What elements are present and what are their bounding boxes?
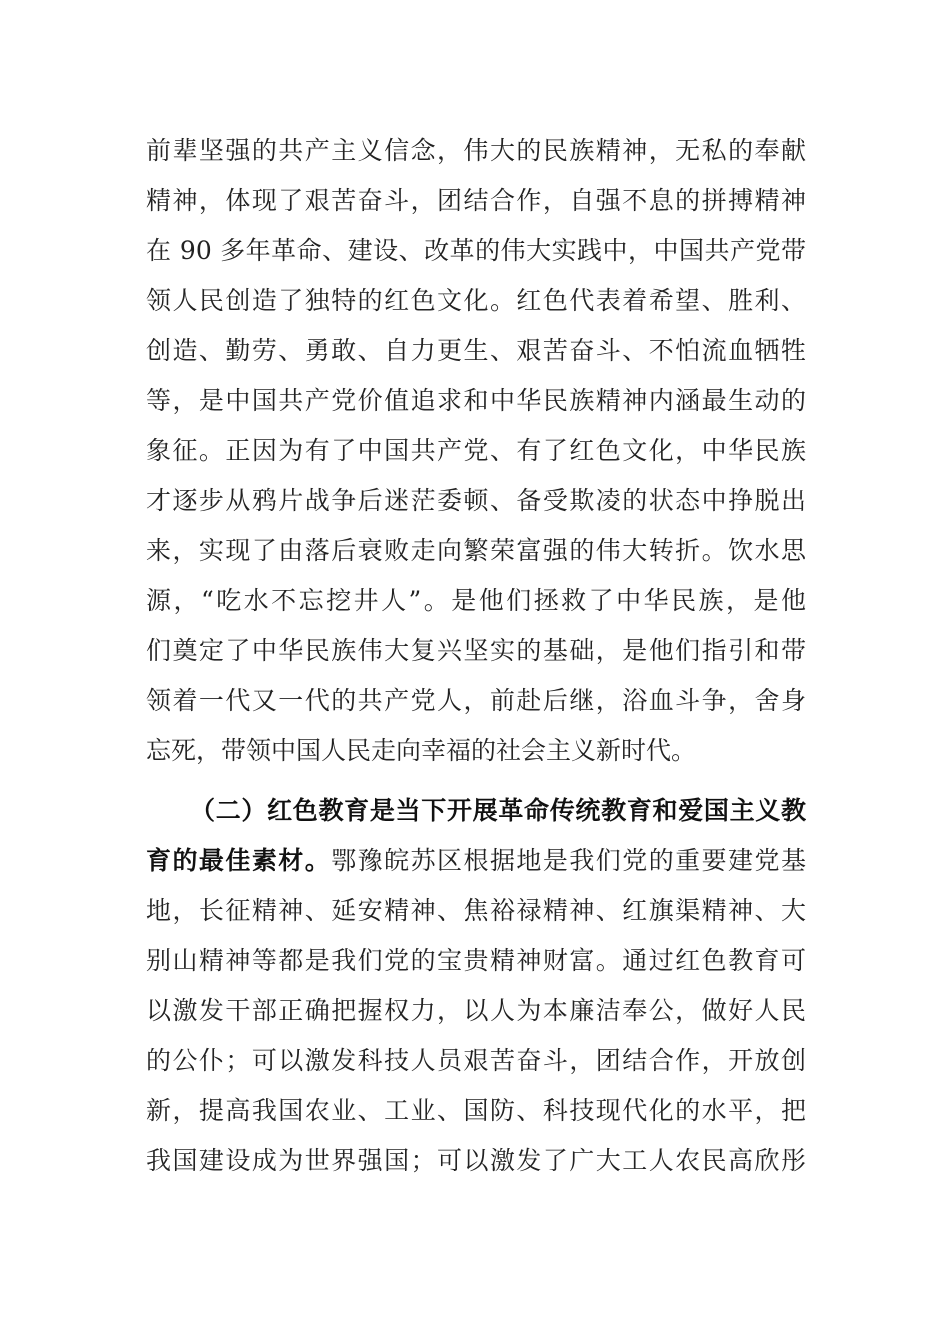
paragraph-2-line-7: 新，提高我国农业、工业、国防、科技现代化的水平，把 bbox=[146, 1096, 806, 1125]
paragraph-1-line-2: 精神，体现了艰苦奋斗，团结合作，自强不息的拼搏精神 bbox=[146, 186, 806, 215]
paragraph-1-line-9: 来，实现了由落后衰败走向繁荣富强的伟大转折。饮水思 bbox=[146, 536, 806, 565]
paragraph-2-line-4: 别山精神等都是我们党的宝贵精神财富。通过红色教育可 bbox=[146, 946, 806, 975]
paragraph-1-line-3: 在 90 多年革命、建设、改革的伟大实践中，中国共产党带 bbox=[146, 236, 806, 265]
paragraph-2-line-8: 我国建设成为世界强国；可以激发了广大工人农民高欣彤 bbox=[146, 1146, 806, 1175]
section-heading-line-2: 育的最佳素材。 bbox=[146, 846, 332, 875]
paragraph-1-line-8: 才逐步从鸦片战争后迷茫委顿、备受欺凌的状态中挣脱出 bbox=[146, 486, 806, 515]
paragraph-1-line-7: 象征。正因为有了中国共产党、有了红色文化，中华民族 bbox=[146, 436, 806, 465]
paragraph-2-line-6: 的公仆；可以激发科技人员艰苦奋斗，团结合作，开放创 bbox=[146, 1046, 806, 1075]
paragraph-1-line-12: 领着一代又一代的共产党人，前赴后继，浴血斗争，舍身 bbox=[146, 686, 806, 715]
paragraph-2-line-5: 以激发干部正确把握权力，以人为本廉洁奉公，做好人民 bbox=[146, 996, 806, 1025]
section-heading-line-1: （二）红色教育是当下开展革命传统教育和爱国主义教 bbox=[190, 796, 806, 825]
paragraph-1-line-10: 源，“吃水不忘挖井人”。是他们拯救了中华民族，是他 bbox=[146, 586, 806, 615]
paragraph-1-line-1: 前辈坚强的共产主义信念，伟大的民族精神，无私的奉献 bbox=[146, 136, 806, 165]
paragraph-2-line-2-text: 鄂豫皖苏区根据地是我们党的重要建党基 bbox=[331, 846, 806, 875]
paragraph-1-line-11: 们奠定了中华民族伟大复兴坚实的基础，是他们指引和带 bbox=[146, 636, 806, 665]
paragraph-1-line-4: 领人民创造了独特的红色文化。红色代表着希望、胜利、 bbox=[146, 286, 806, 315]
paragraph-2-line-3: 地，长征精神、延安精神、焦裕禄精神、红旗渠精神、大 bbox=[146, 896, 806, 925]
paragraph-2-line-2 bbox=[146, 841, 806, 881]
paragraph-1-line-13: 忘死，带领中国人民走向幸福的社会主义新时代。 bbox=[146, 736, 697, 765]
paragraph-1-line-5: 创造、勤劳、勇敢、自力更生、艰苦奋斗、不怕流血牺牲 bbox=[146, 336, 806, 365]
paragraph-1-line-6: 等，是中国共产党价值追求和中华民族精神内涵最生动的 bbox=[146, 386, 806, 415]
